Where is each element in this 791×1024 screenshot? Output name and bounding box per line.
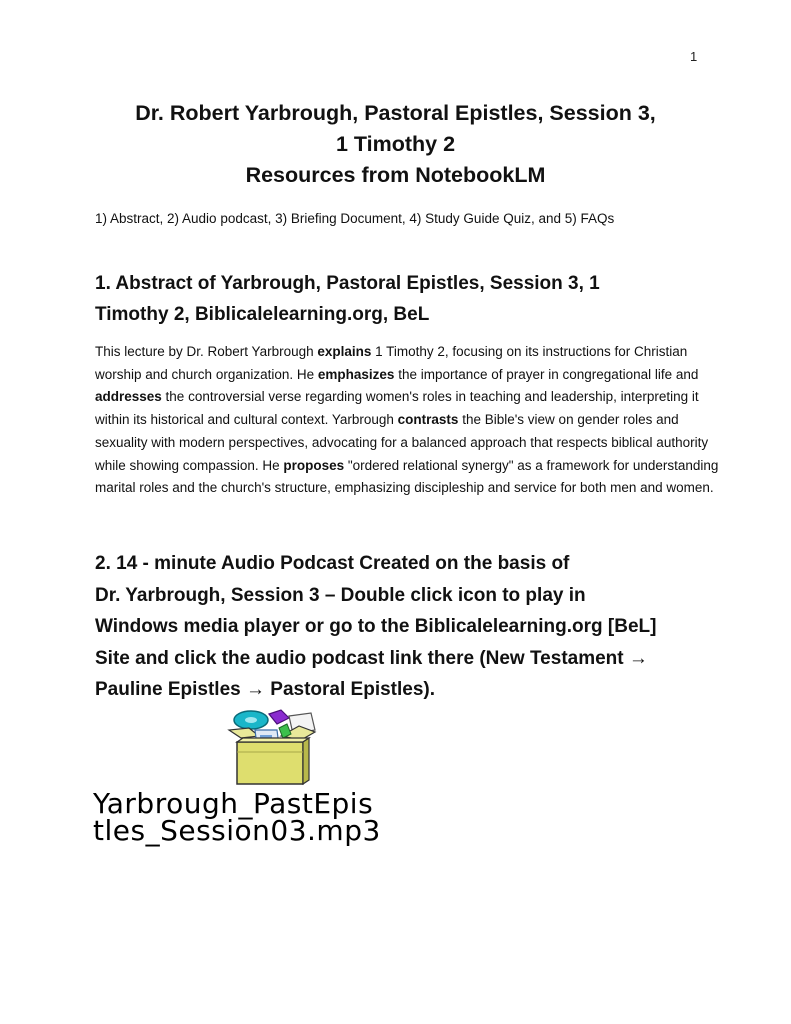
abstract-text: the Bible's view on gender roles and sexuality with modern perspectives, advocating for a balanced approach that respects biblical authority while showing compassion. He [95,412,709,473]
podcast-heading-line-4 [95,643,735,675]
podcast-heading [95,548,735,706]
podcast-heading-line-5 [95,674,735,706]
title-line-2: 1 Timothy 2 [335,132,456,156]
arrow-right-icon: → [246,679,265,700]
abstract-text: "ordered relational synergy" as a framework for understanding marital roles and the church's structure, emphasizing discipleship and service for both men and women. [95,457,719,496]
abstract-text: This lecture by Dr. Robert Yarbrough [95,344,318,359]
abstract-bold: emphasizes [317,366,395,382]
title-line-3: Resources from NotebookLM [245,163,546,187]
abstract-bold: addresses [95,389,162,405]
abstract-text: the controversial verse regarding women's roles in teaching and leadership, interpreting it within its historical and cultural context. Yarbrough [95,389,699,428]
abstract-paragraph [95,341,720,500]
abstract-bold: proposes [283,457,345,473]
podcast-heading-text: Site and click the audio podcast link there (New Testament [95,647,629,669]
package-icon[interactable] [219,708,329,788]
podcast-heading-text: Pauline Epistles [95,679,246,700]
abstract-heading-line-1: 1. Abstract of Yarbrough, Pastoral Epistles, Session 3, 1 [95,273,600,294]
file-name-line-1: Yarbrough_PastEpis [93,787,374,820]
podcast-heading-text: Pastoral Epistles). [265,679,436,700]
page-title [0,98,791,191]
abstract-bold: contrasts [397,412,459,428]
title-line-1: Dr. Robert Yarbrough, Pastoral Epistles, Session 3, [135,101,656,125]
abstract-text: 1 Timothy 2, focusing on its instructions for Christian worship and church organization. He [95,344,688,382]
podcast-heading-line-2: Dr. Yarbrough, Session 3 – Double click icon to play in [95,584,586,606]
podcast-heading-line-3: Windows media player or go to the Biblicalelearning.org [BeL] [95,616,657,637]
abstract-heading [95,268,715,330]
file-name-line-2: tles_Session03.mp3 [93,814,381,847]
abstract-bold: explains [317,344,372,359]
abstract-heading-line-2: Timothy 2, Biblicalelearning.org, BeL [95,304,430,325]
arrow-right-icon: → [628,647,648,669]
podcast-file-name[interactable] [93,787,513,847]
abstract-text: the importance of prayer in congregational life and [394,366,699,382]
podcast-heading-line-1: 2. 14 - minute Audio Podcast Created on the basis of [95,553,570,574]
page-number: 1 [690,49,698,64]
resource-list: 1) Abstract, 2) Audio podcast, 3) Briefing Document, 4) Study Guide Quiz, and 5) FAQs [95,211,615,226]
